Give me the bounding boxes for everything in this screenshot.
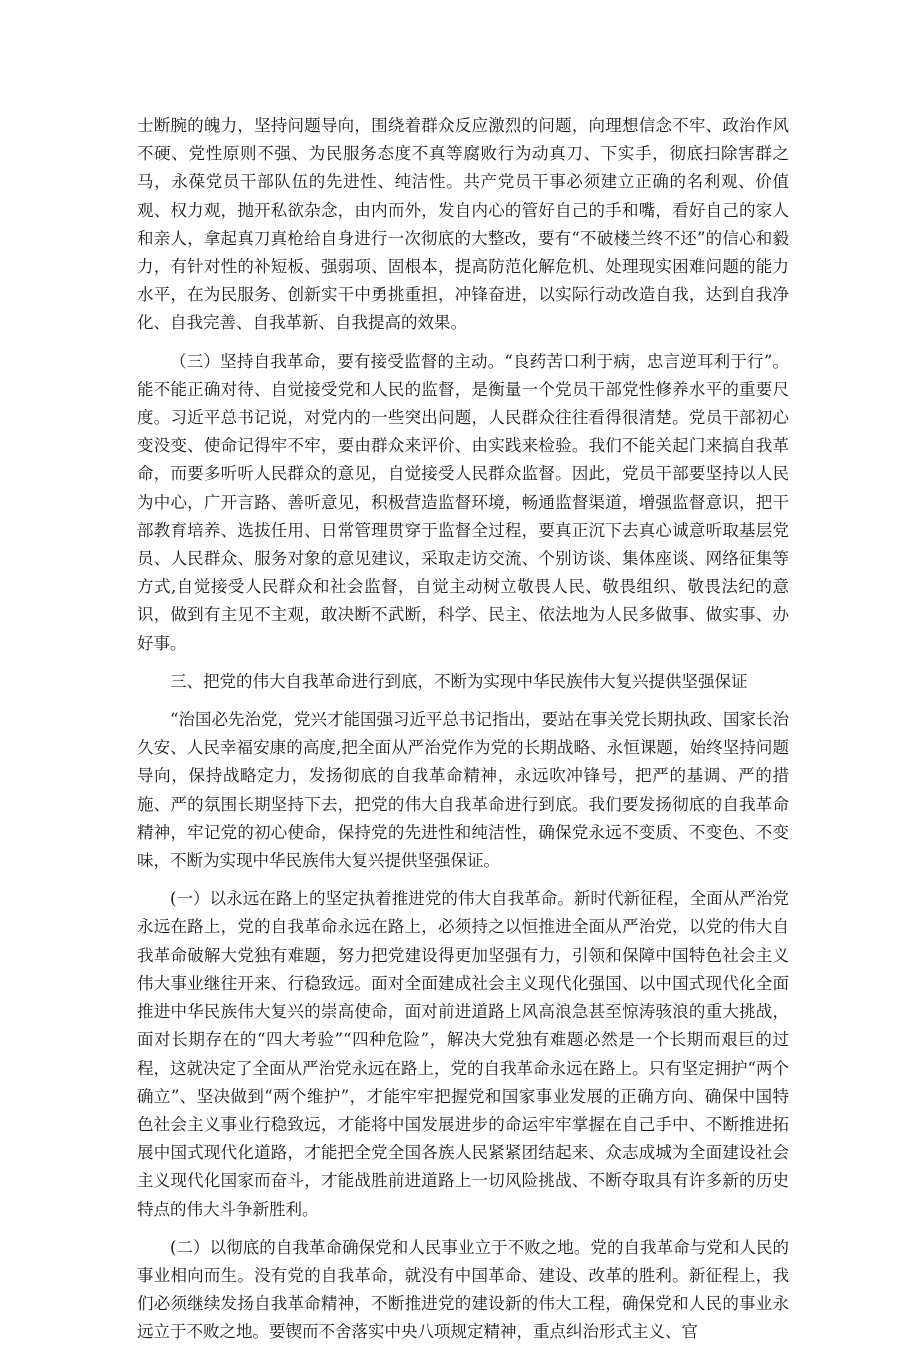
paragraph-accept-supervision: （三）坚持自我革命，要有接受监督的主动。“良药苦口利于病，忠言逆耳利于行”。能不能正确对待、自觉接受党和人民的监督，是衡量一个党员干部党性修养水平的重要尺度。习近平总书记说，对党内的一些突出问题，人民群众往往看得很清楚。党员干部初心变没变、使命记得牢不牢，要由群众来评价、由实践来检验。我们不能关起门来搞自我革命，而要多听听人民群众的意见，自觉接受人民群众监督。因此，党员干部要坚持以人民为中心，广开言路、善听意见，积极营造监督环境，畅通监督渠道，增强监督意识，把干部教育培养、选拔任用、日常管理贯穿于监督全过程，要真正沉下去真心诚意听取基层党员、人民群众、服务对象的意见建议，采取走访交流、个别访谈、集体座谈、网络征集等方式,自觉接受人民群众和社会监督，自觉主动树立敬畏人民、敬畏组织、敬畏法纪的意识，做到有主见不主观，敢决断不武断，科学、民主、依法地为人民多做事、做实事、办好事。 [137, 351, 789, 653]
paragraph-govern-party: “治国必先治党，党兴才能国强习近平总书记指出，要站在事关党长期执政、国家长治久安、人民幸福安康的高度,把全面从严治党作为党的长期战略、永恒课题，始终坚持问题导向，保持战略定力，发扬彻底的自我革命精神，永远吹冲锋号，把严的基调、严的措施、严的氛围长期坚持下去，把党的伟大自我革命进行到底。我们要发扬彻底的自我革命精神，牢记党的初心使命，保持党的先进性和纯洁性，确保党永远不变质、不变色、不变味，不断为实现中华民族伟大复兴提供坚强保证。 [137, 710, 789, 871]
paragraph-item-two: (二）以彻底的自我革命确保党和人民事业立于不败之地。党的自我革命与党和人民的事业相向而生。没有党的自我革命，就没有中国革命、建设、改革的胜利。新征程上，我们必须继续发扬自我革命精神，不断推进党的建设新的伟大工程，确保党和人民的事业永远立于不败之地。要锲而不舍落实中央八项规定精神，重点纠治形式主义、官 [137, 1237, 789, 1342]
paragraph-item-one: (一）以永远在路上的坚定执着推进党的伟大自我革命。新时代新征程，全面从严治党永远在路上，党的自我革命永远在路上，必须持之以恒推进全面从严治党，以党的伟大自我革命破解大党独有难题，努力把党建设得更加坚强有力，引领和保障中国特色社会主义伟大事业继往开来、行稳致远。面对全面建成社会主义现代化强国、以中国式现代化全面推进中华民族伟大复兴的崇高使命，面对前进道路上风高浪急甚至惊涛骇浪的重大挑战，面对长期存在的“四大考验”“四种危险”，解决大党独有难题必然是一个长期而艰巨的过程，这就决定了全面从严治党永远在路上，党的自我革命永远在路上。只有坚定拥护“两个确立”、坚决做到“两个维护”，才能牢牢把握党和国家事业发展的正确方向、确保中国特色社会主义事业行稳致远，才能将中国发展进步的命运牢牢掌握在自己手中、不断推进拓展中国式现代化道路，才能把全党全国各族人民紧紧团结起来、众志成城为全面建设社会主义现代化国家而奋斗，才能战胜前进道路上一切风险挑战、不断夺取具有许多新的历史特点的伟大斗争新胜利。 [137, 889, 789, 1219]
paragraph-continuation: 士断腕的魄力，坚持问题导向，围绕着群众反应激烈的问题，向理想信念不牢、政治作风不硬、党性原则不强、为民服务态度不真等腐败行为动真刀、下实手，彻底扫除害群之马，永葆党员干部队伍的先进性、纯洁性。共产党员干事必须建立正确的名利观、价值观、权力观，抛开私欲杂念，由内而外，发自内心的管好自己的手和嘴，看好自己的家人和亲人，拿起真刀真枪给自身进行一次彻底的大整改，要有“不破楼兰终不还”的信心和毅力，有针对性的补短板、强弱项、固根本，提高防范化解危机、处理现实困难问题的能力水平，在为民服务、创新实干中勇挑重担，冲锋奋进，以实际行动改造自我，达到自我净化、自我完善、自我革新、自我提高的效果。 [137, 116, 789, 333]
document-page [137, 112, 789, 1357]
section-heading-three: 三、把党的伟大自我革命进行到底，不断为实现中华民族伟大复兴提供坚强保证 [170, 671, 748, 691]
